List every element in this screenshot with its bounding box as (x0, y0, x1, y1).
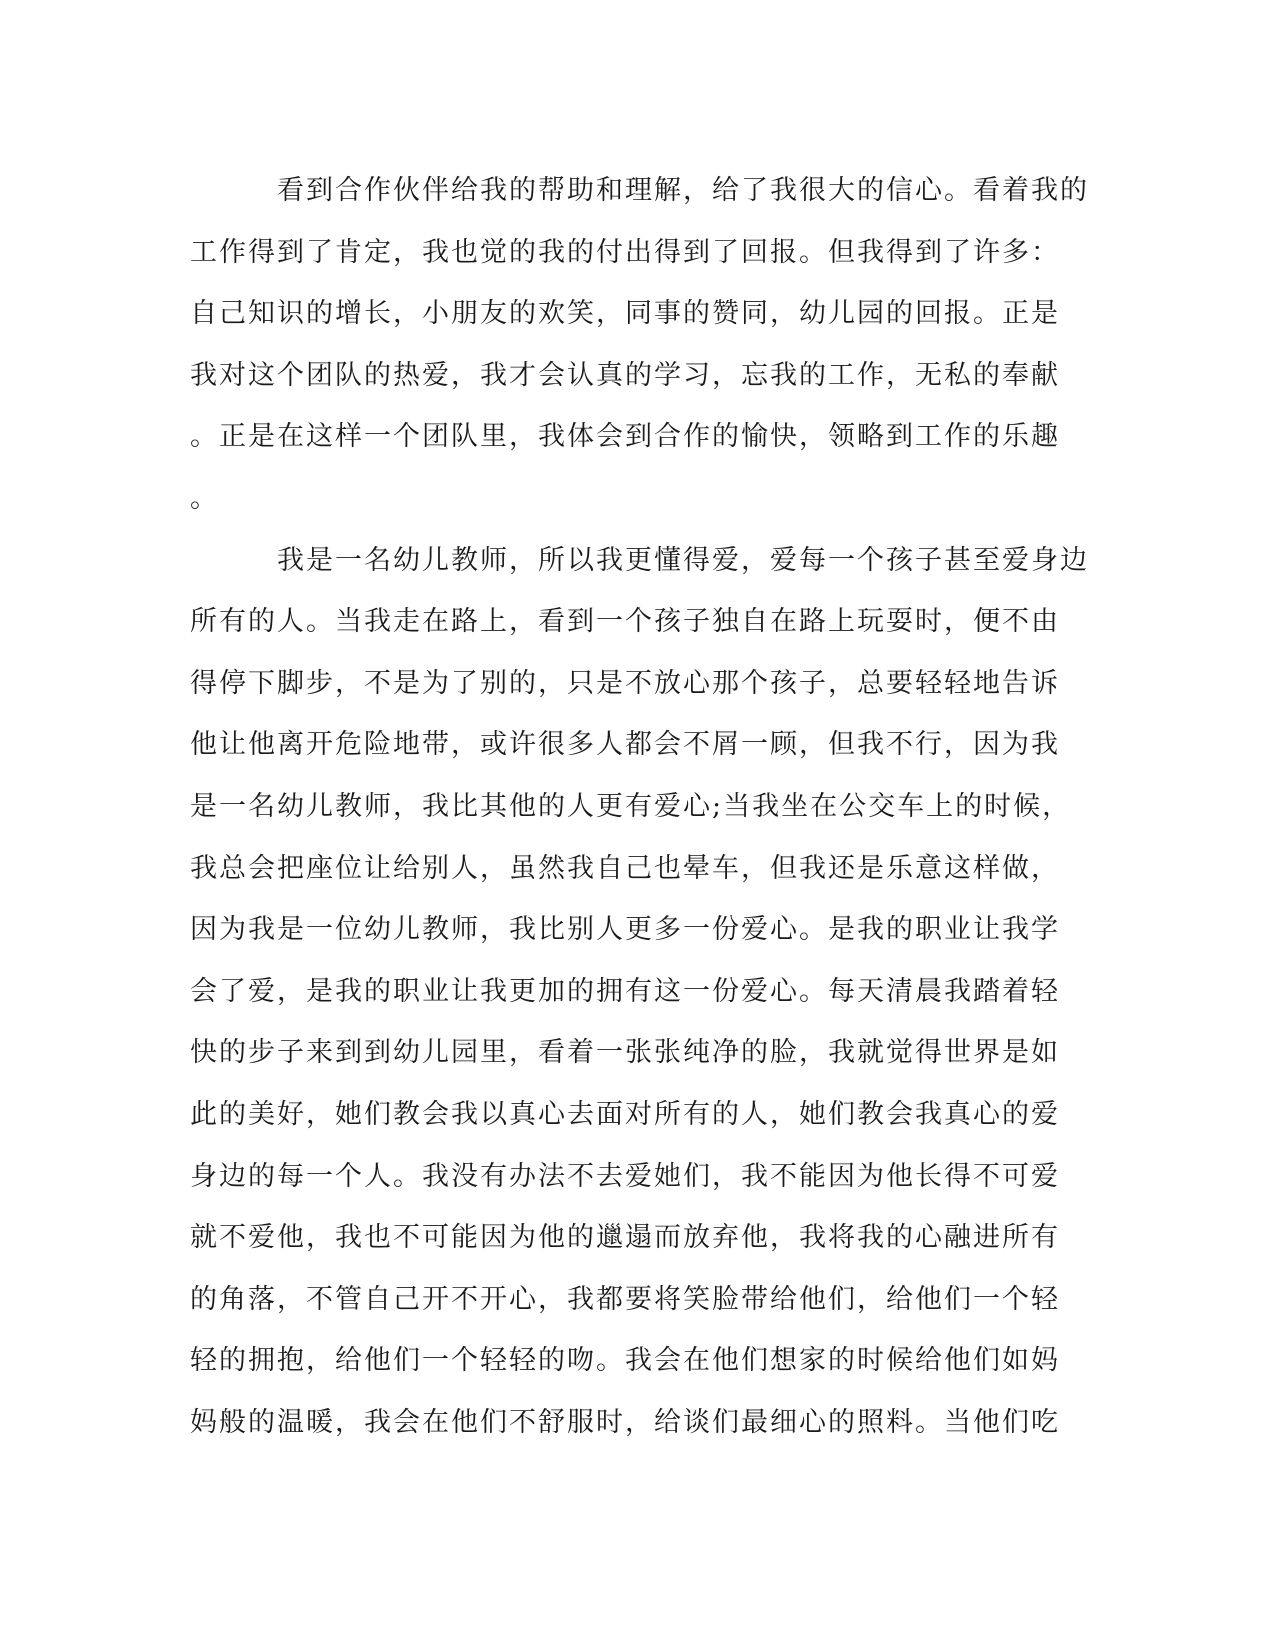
paragraph-2-line-6: 我总会把座位让给别人，虽然我自己也晕车，但我还是乐意这样做， (190, 852, 1060, 884)
paragraph-1-line-1: 看到合作伙伴给我的帮助和理解，给了我很大的信心。看着我的 (190, 175, 1089, 206)
body-text (190, 160, 1090, 1453)
paragraph-2-line-15: 妈般的温暖，我会在他们不舒服时，给谈们最细心的照料。当他们吃 (190, 1406, 1060, 1438)
paragraph-2-line-1: 我是一名幼儿教师，所以我更懂得爱，爱每一个孩子甚至爱身边 (190, 544, 1089, 576)
paragraph-2-line-11: 身边的每一个人。我没有办法不去爱她们，我不能因为他长得不可爱 (190, 1160, 1060, 1192)
paragraph-1-line-2: 工作得到了肯定，我也觉的我的付出得到了回报。但我得到了许多： (190, 236, 1060, 268)
paragraph-2-line-2: 所有的人。当我走在路上，看到一个孩子独自在路上玩耍时，便不由 (190, 606, 1060, 638)
paragraph-2-line-5: 是一名幼儿教师，我比其他的人更有爱心;当我坐在公交车上的时候， (190, 790, 1072, 822)
paragraph-2-line-7: 因为我是一位幼儿教师，我比别人更多一份爱心。是我的职业让我学 (190, 914, 1060, 946)
paragraph-1-line-6: 。 (190, 482, 219, 514)
paragraph-2-line-3: 得停下脚步，不是为了别的，只是不放心那个孩子，总要轻轻地告诉 (190, 667, 1060, 699)
paragraph-2-line-4: 他让他离开危险地带，或许很多人都会不屑一顾，但我不行，因为我 (190, 729, 1060, 761)
paragraph-2-line-8: 会了爱，是我的职业让我更加的拥有这一份爱心。每天清晨我踏着轻 (190, 975, 1060, 1007)
paragraph-2-line-13: 的角落，不管自己开不开心，我都要将笑脸带给他们，给他们一个轻 (190, 1283, 1060, 1315)
paragraph-1-line-4: 我对这个团队的热爱，我才会认真的学习，忘我的工作，无私的奉献 (190, 359, 1060, 391)
paragraph-1-line-3: 自己知识的增长，小朋友的欢笑，同事的赞同，幼儿园的回报。正是 (190, 298, 1060, 330)
paragraph-2-line-9: 快的步子来到到幼儿园里，看着一张张纯净的脸，我就觉得世界是如 (190, 1037, 1060, 1069)
paragraph-2-line-10: 此的美好，她们教会我以真心去面对所有的人，她们教会我真心的爱 (190, 1098, 1060, 1130)
paragraph-1-line-5: 。正是在这样一个团队里，我体会到合作的愉快，领略到工作的乐趣 (190, 421, 1060, 453)
paragraph-2-line-12: 就不爱他，我也不可能因为他的邋遢而放弃他，我将我的心融进所有 (190, 1222, 1060, 1254)
paragraph-2-line-14: 轻的拥抱，给他们一个轻轻的吻。我会在他们想家的时候给他们如妈 (190, 1345, 1060, 1377)
